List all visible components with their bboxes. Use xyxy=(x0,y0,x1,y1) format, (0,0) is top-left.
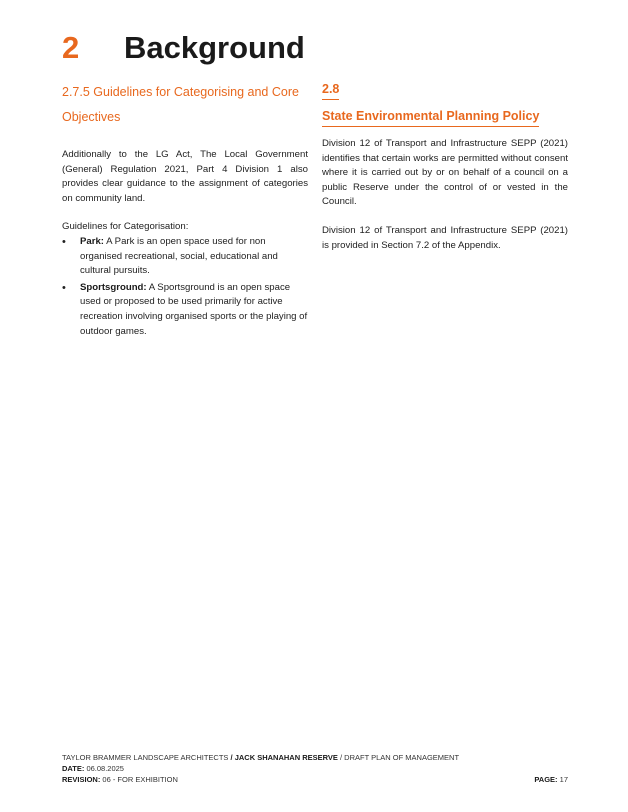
chapter-number: 2 xyxy=(62,30,80,65)
footer-line-1 xyxy=(62,752,568,763)
section-title: State Environmental Planning Policy xyxy=(322,107,539,127)
footer-date xyxy=(62,763,568,774)
list-item-park xyxy=(62,235,308,279)
intro-paragraph: Additionally to the LG Act, The Local Government (General) Regulation 2021, Part 4 Division 1 also provides clear guidance to the assignment of categories on community land. xyxy=(62,149,308,204)
page-number xyxy=(534,774,568,785)
bullet-text: A Sportsground is an open space used or proposed to be used primarily for active recreation involving organised sports or the playing of outdoor games. xyxy=(80,281,308,337)
page-footer xyxy=(62,752,568,785)
footer-firm: TAYLOR BRAMMER LANDSCAPE ARCHITECTS xyxy=(62,753,229,762)
bullet-icon: • xyxy=(62,235,66,248)
footer-revision xyxy=(62,774,568,785)
page-label: PAGE: xyxy=(534,775,558,784)
footer-revision-value: 06 - FOR EXHIBITION xyxy=(100,775,178,784)
bullet-text: A Park is an open space used for non organised recreational, social, educational and cultural pursuits. xyxy=(80,235,278,277)
page-value: 17 xyxy=(557,775,568,784)
sepp-paragraph: Division 12 of Transport and Infrastructure SEPP (2021) identifies that certain works are permitted without consent where it is carried out by or on behalf of a council on a public Reserve under the control of or vested in the Council. xyxy=(322,138,568,208)
footer-date-value: 06.08.2025 xyxy=(84,764,124,773)
footer-separator: / xyxy=(337,753,345,762)
section-number: 2.8 xyxy=(322,80,339,100)
footer-separator: / xyxy=(228,753,235,762)
bullet-term: Sportsground: xyxy=(80,281,147,293)
chapter-title: Background xyxy=(124,30,305,65)
guidelines-label: Guidelines for Categorisation: xyxy=(62,221,189,233)
subsection-heading: 2.7.5 Guidelines for Categorising and Core Objectives xyxy=(62,85,299,124)
right-column xyxy=(322,80,568,253)
bullet-term: Park: xyxy=(80,235,104,247)
footer-doc: DRAFT PLAN OF MANAGEMENT xyxy=(344,753,460,762)
category-list xyxy=(62,235,308,339)
list-item-sportsground xyxy=(62,281,308,339)
footer-revision-label: REVISION: xyxy=(62,775,101,784)
appendix-paragraph: Division 12 of Transport and Infrastructure SEPP (2021) is provided in Section 7.2 of the Appendix. xyxy=(322,224,568,251)
footer-date-label: DATE: xyxy=(62,764,85,773)
left-column xyxy=(62,80,308,341)
footer-project: JACK SHANAHAN RESERVE xyxy=(234,753,338,762)
bullet-icon: • xyxy=(62,281,66,294)
